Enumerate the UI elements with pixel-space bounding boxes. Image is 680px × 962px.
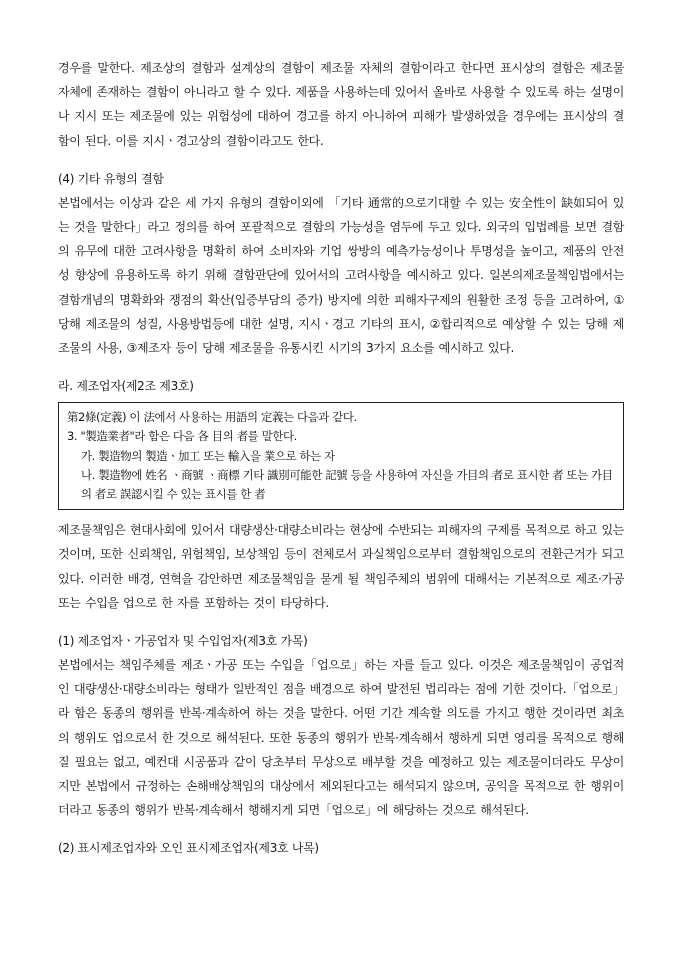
law-line-item3: 3. "製造業者"라 함은 다음 各 目의 者를 말한다.: [67, 429, 297, 444]
document-page: [58, 56, 624, 860]
law-line-na: 나. 製造物에 姓名 ㆍ商號 ㆍ商標 기타 識別可能한 記號 등을 사용하여 자신을 가目의 者로 표시한 者 또는 가目의 者로 誤認시킬 수 있는 표시를 한 者: [81, 467, 613, 502]
law-line-article: 第2條(定義) 이 法에서 사용하는 用語의 定義는 다음과 같다.: [67, 410, 357, 425]
heading-manufacturers-importers: (1) 제조업자ㆍ가공업자 및 수입업자(제3호 가목): [58, 634, 308, 649]
paragraph-labeling-defect: 경우를 말한다. 제조상의 결함과 설계상의 결함이 제조물 자체의 결함이라고 한다면 표시상의 결함은 제조물 자체에 존재하는 결함이 아니라고 할 수 있다. 제품을 사용하는데 있어서 올바로 사용할 수 있도록 하는 설명이나 지시 또는 제조물에 있는 위험성에 대하여 경고를 하지 아니하여 피해가 발생하였을 경우에는 표시상의 결함이 된다. 이를 지시ㆍ경고상의 결함이라고도 한다.: [58, 61, 624, 148]
paragraph-other-defects: 본법에서는 이상과 같은 세 가지 유형의 결함이외에 「기타 通常的으로기대할 수 있는 安全性이 缺如되어 있는 것을 말한다」라고 정의를 하여 포괄적으로 결함의 가능성을 염두에 두고 있다. 외국의 입법례를 보면 결함의 유무에 대한 고려사항을 명확히 하여 소비자와 기업 쌍방의 예측가능성이나 투명성을 높이고, 제품의 안전성 향상에 유용하도록 하기 위해 결함판단에 있어서의 고려사항을 예시하고 있다. 일본의제조물책임법에서는 결함개념의 명확화와 쟁점의 확산(입증부담의 증가) 방지에 의한 피해자구제의 원활한 조정 등을 고려하여, ①당해 제조물의 성질, 사용방법등에 대한 설명, 지시ㆍ경고 기타의 표시, ②합리적으로 예상할 수 있는 당해 제조물의 사용, ③제조자 등이 당해 제조물을 유통시킨 시기의 3가지 요소를 예시하고 있다.: [58, 195, 624, 356]
paragraph-liability-subject: 제조물책임은 현대사회에 있어서 대량생산·대량소비라는 현상에 수반되는 피해자의 구제를 목적으로 하고 있는 것이며, 또한 신뢰책임, 위험책임, 보상책임 등이 전체로서 과실책임으로부터 결함책임으로의 전환근거가 되고 있다. 이러한 배경, 연혁을 감안하면 제조물책임을 묻게 될 책임주체의 범위에 대해서는 기본적으로 제조·가공 또는 수입을 업으로 한 자를 포함하는 것이 타당하다.: [58, 523, 624, 610]
paragraph-business-definition: 본법에서는 책임주체를 제조ㆍ가공 또는 수입을「업으로」하는 자를 들고 있다. 이것은 제조물책임이 공업적인 대량생산·대량소비라는 형태가 일반적인 점을 배경으로 하여 발전된 법리라는 점에 기한 것이다.「업으로」라 함은 동종의 행위를 반복·계속하여 하는 것을 말한다. 어떤 기간 계속할 의도를 가지고 행한 것이라면 최초의 행위도 업으로서 한 것으로 해석된다. 또한 동종의 행위가 반복·계속해서 행하게 되면 영리를 목적으로 행해질 필요는 없고, 예컨대 시공품과 같이 당초부터 무상으로 배부할 것을 예정하고 있는 제조물이더라도 무상이지만 본법에서 규정하는 손해배상책임의 대상에서 제외된다고는 해석되지 않으며, 공익을 목적으로 한 행위이더라고 동종의 행위가 반복·계속해서 행해지게 되면「업으로」에 해당하는 것으로 해석된다.: [58, 658, 624, 818]
heading-labeled-manufacturer: (2) 표시제조업자와 오인 표시제조업자(제3호 나목): [58, 841, 319, 856]
heading-other-defects: (4) 기타 유형의 결함: [58, 171, 164, 186]
law-line-ga: 가. 製造物의 製造ㆍ加工 또는 輸入을 業으로 하는 자: [81, 448, 335, 463]
law-article-box: [58, 402, 624, 510]
heading-manufacturer: 라. 제조업자(제2조 제3호): [58, 379, 194, 394]
